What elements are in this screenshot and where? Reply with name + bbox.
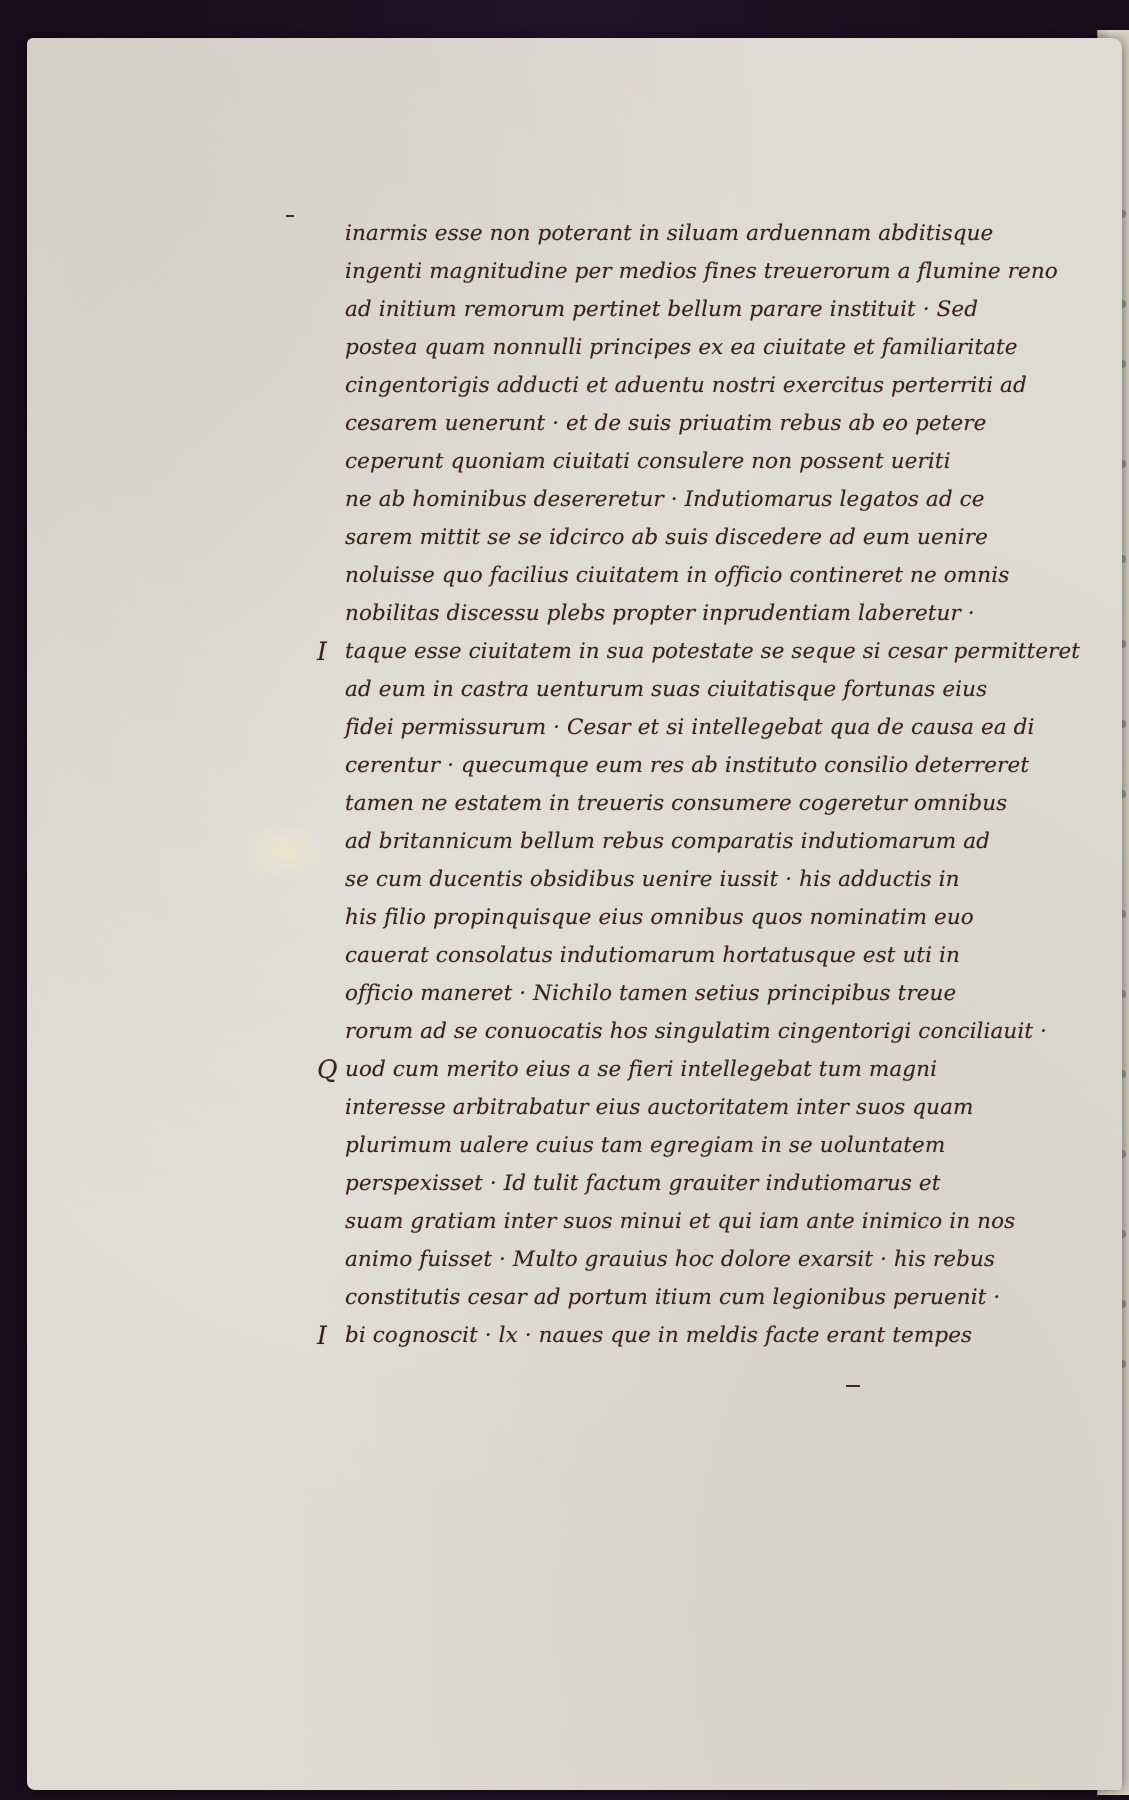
text-line [345,1279,1080,1317]
line-text: uod cum merito eius a se fieri intellegebat tum magni [345,1057,938,1082]
line-text: interesse arbitrabatur eius auctoritatem inter suos quam [345,1095,974,1120]
line-text: nobilitas discessu plebs propter inprudentiam laberetur · [345,601,975,626]
line-text: sarem mittit se se idcirco ab suis discedere ad eum uenire [345,525,988,550]
line-text: officio maneret · Nichilo tamen setius principibus treue [345,981,957,1006]
initial-letter: Q [317,1055,338,1084]
text-line [317,1051,1080,1089]
line-text: cingentorigis adducti et aduentu nostri exercitus perterriti ad [345,373,1027,398]
text-line [345,291,1080,329]
initial-letter: I [317,1321,327,1350]
text-line [345,253,1080,291]
text-line [345,367,1080,405]
margin-mark [286,215,294,217]
line-text: rorum ad se conuocatis hos singulatim cingentorigi conciliauit · [345,1019,1047,1044]
text-line [345,1165,1080,1203]
line-text: inarmis esse non poterant in siluam arduennam abditisque [345,221,994,246]
text-line [345,405,1080,443]
line-text: plurimum ualere cuius tam egregiam in se uoluntatem [345,1133,946,1158]
text-line [345,557,1080,595]
manuscript-text-block [317,215,1080,1355]
line-text: ceperunt quoniam ciuitati consulere non possent ueriti [345,449,951,474]
line-text: cerentur · quecumque eum res ab instituto consilio deterreret [345,753,1030,778]
line-text: taque esse ciuitatem in sua potestate se seque si cesar permitteret [345,639,1080,664]
text-line [317,1317,1080,1355]
line-text: animo fuisset · Multo grauius hoc dolore exarsit · his rebus [345,1247,996,1272]
line-text: fidei permissurum · Cesar et si intellegebat qua de causa ea di [345,715,1035,740]
text-line [345,861,1080,899]
line-text: perspexisset · Id tulit factum grauiter indutiomarus et [345,1171,941,1196]
line-text: cesarem uenerunt · et de suis priuatim rebus ab eo petere [345,411,987,436]
line-text: ad initium remorum pertinet bellum parare instituit · Sed [345,297,979,322]
text-line [345,899,1080,937]
text-line [345,1203,1080,1241]
text-line [345,1089,1080,1127]
line-text: constitutis cesar ad portum itium cum legionibus peruenit · [345,1285,1001,1310]
initial-letter: I [317,637,327,666]
text-line [345,937,1080,975]
text-line [345,823,1080,861]
line-text: cauerat consolatus indutiomarum hortatusque est uti in [345,943,960,968]
text-line [345,215,1080,253]
parchment-stain [240,820,330,880]
line-text: bi cognoscit · lx · naues que in meldis facte erant tempes [345,1323,973,1348]
line-text: ingenti magnitudine per medios fines treuerorum a flumine reno [345,259,1058,284]
text-line [345,481,1080,519]
line-text: his filio propinquisque eius omnibus quos nominatim euo [345,905,974,930]
text-line [317,633,1080,671]
text-line [345,329,1080,367]
text-line [345,1241,1080,1279]
line-text: tamen ne estatem in treueris consumere cogeretur omnibus [345,791,1008,816]
line-text: suam gratiam inter suos minui et qui iam ante inimico in nos [345,1209,1016,1234]
text-line [345,975,1080,1013]
text-line [345,1127,1080,1165]
text-line [345,443,1080,481]
line-text: ad eum in castra uenturum suas ciuitatisque fortunas eius [345,677,988,702]
line-text: postea quam nonnulli principes ex ea ciuitate et familiaritate [345,335,1018,360]
margin-mark [846,1385,860,1387]
line-text: ad britannicum bellum rebus comparatis indutiomarum ad [345,829,991,854]
text-line [345,595,1080,633]
line-text: noluisse quo facilius ciuitatem in officio contineret ne omnis [345,563,1010,588]
line-text: se cum ducentis obsidibus uenire iussit · his adductis in [345,867,960,892]
text-line [345,709,1080,747]
line-text: ne ab hominibus desereretur · Indutiomarus legatos ad ce [345,487,985,512]
text-line [345,747,1080,785]
text-line [345,519,1080,557]
text-line [345,671,1080,709]
text-line [345,785,1080,823]
text-line [345,1013,1080,1051]
